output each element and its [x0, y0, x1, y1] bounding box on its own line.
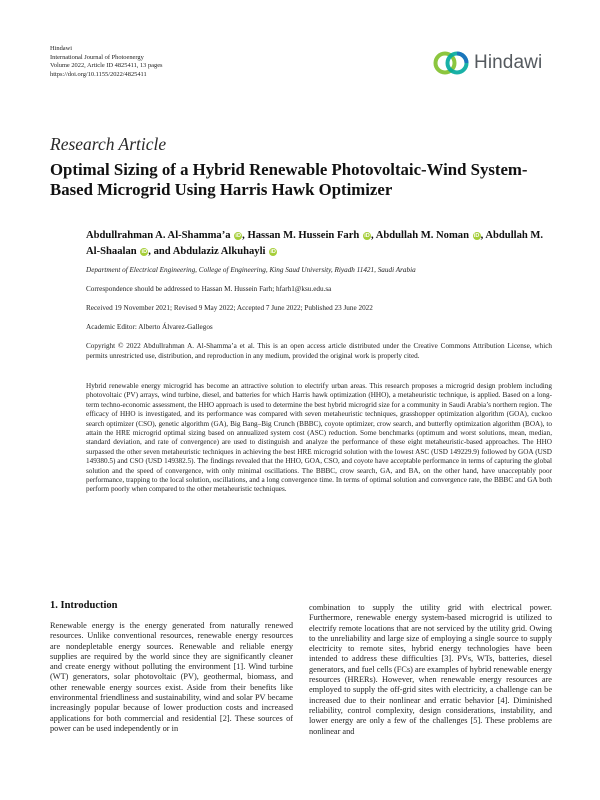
hindawi-logo-icon — [433, 46, 471, 80]
orcid-icon[interactable]: iD — [364, 233, 370, 239]
affiliation: Department of Electrical Engineering, College of Engineering, King Saud University, Riyadh 11421, Saudi Arabia — [86, 266, 416, 274]
author-separator: , — [242, 230, 248, 241]
publication-dates: Received 19 November 2021; Revised 9 May 2022; Accepted 7 June 2022; Published 23 June 2022 — [86, 304, 373, 312]
body-column-left: Renewable energy is the energy generated from naturally renewed resources. Unlike conventional resources, renewable energy resources are nondepletable energy sources. Renewable and reliable energy supplies are required by the world since they are significantly cleaner and create energy without polluting the environment [1]. Wind turbine (WT) generators, solar photovoltaic (PV), geothermal, biomass, and other renewable energy sources exist. Aside from their benefits like environmental friendliness and sustainability, wind and solar PV became increasingly popular because of lower production costs and increased applications for both commercial and residential [2]. These sources of power can be used independently or in — [50, 621, 293, 733]
correspondence: Correspondence should be addressed to Hassan M. Hussein Farh; hfarh1@ksu.edu.sa — [86, 285, 332, 293]
author-separator: , and — [148, 246, 173, 257]
journal-name: International Journal of Photoenergy — [50, 53, 144, 61]
orcid-icon[interactable]: iD — [270, 249, 276, 255]
section-heading-introduction: 1. Introduction — [50, 600, 118, 611]
academic-editor: Academic Editor: Alberto Álvarez-Gallegos — [86, 323, 213, 331]
publisher-name: Hindawi — [50, 45, 73, 52]
author-name[interactable]: Hassan M. Hussein Farh — [247, 230, 360, 241]
hindawi-logo — [433, 46, 553, 80]
article-type: Research Article — [50, 134, 167, 154]
orcid-icon[interactable]: iD — [235, 233, 241, 239]
doi-link[interactable]: https://doi.org/10.1155/2022/4825411 — [50, 70, 147, 78]
author-separator: , — [370, 230, 376, 241]
copyright-notice: Copyright © 2022 Abdullrahman A. Al-Shamma’a et al. This is an open access article distributed under the Creative Commons Attribution License, which permits unrestricted use, distribution, and reproduction in any medium, provided the original work is properly cited. — [86, 342, 552, 360]
abstract: Hybrid renewable energy microgrid has become an attractive solution to electrify urban areas. This research proposes a microgrid design problem including photovoltaic (PV) arrays, wind turbine, diesel, and batteries for which Harris hawk optimization (HHO), a metaheuristic technique, is applied. Based on a long-term techno-economic assessment, the HHO approach is used to determine the best hybrid microgrid size for a community in Saudi Arabia’s northern region. The efficacy of HHO is investigated, and its performance was compared with seven metaheuristic techniques, grasshopper optimization algorithm (GOA), cuckoo search optimizer (CSO), genetic algorithm (GA), Big Bang–Big Crunch (BBBC), coyote optimizer, crow search, and butterfly optimization algorithm (BOA), to attain the HRE microgrid optimal sizing based on annualized system cost (ASC) reduction. Some benchmarks (optimum and worst solutions, mean, median, standard deviation, and rate of convergence) are used to distinguish and analyze the performance of these eight metaheuristic-based approaches. The HHO surpassed the other seven metaheuristic techniques in achieving the best HRE microgrid solution with the lowest ASC (USD 149229.9) followed by GOA (USD 149380.5) and CSO (USD 149382.5). The findings revealed that the HHO, GOA, CSO, and coyote have acceptable performance in terms of capturing the global solution and the speed of convergence, with only minimal oscillations. The BBBC, crow search, GA, and BA, on the other hand, have unacceptably poor performance, trapping to the local solution, oscillations, and a long convergence time. In terms of optimal solution and convergence rate, the BBBC and GA both perform poorly when compared to the other metaheuristic techniques. — [86, 382, 552, 494]
author-name[interactable]: Abdullrahman A. Al-Shamma’a — [86, 230, 231, 241]
author-name[interactable]: Abdullah M. Noman — [375, 230, 469, 241]
journal-metadata — [50, 45, 163, 79]
hindawi-logo-text: Hindawi — [474, 52, 543, 73]
article-title: Optimal Sizing of a Hybrid Renewable Photovoltaic-Wind System-Based Microgrid Using Harris Hawk Optimizer — [50, 160, 528, 199]
volume-info: Volume 2022, Article ID 4825411, 13 pages — [50, 62, 163, 70]
author-name[interactable]: Abdulaziz Alkuhayli — [172, 246, 266, 257]
author-separator: , — [480, 230, 486, 241]
author-name[interactable]: Abdullah M. Al-Shaalan — [86, 230, 544, 257]
body-column-right: combination to supply the utility grid with electrical power. Furthermore, renewable energy system-based microgrid is utilized to electrify remote locations that are not serviced by the utility grid. Owing to the unreliability and large size of employing a single source to supply electricity to remote sites, hybrid energy technologies have been intended to address these difficulties [3]. PVs, WTs, batteries, diesel generators, and fuel cells (FCs) are examples of hybrid renewable energy resources (HRERs). However, when renewable energy resources are employed to supply the off-grid sites with electricity, a challenge can be increased due to their nonlinear and erratic behavior [4]. Diminished reliability, control complexity, design considerations, instability, and lower energy are only a few of the challenges [5]. These problems are nonlinear and — [309, 603, 552, 736]
orcid-icon[interactable]: iD — [473, 233, 480, 239]
author-list — [86, 228, 556, 260]
orcid-icon[interactable]: iD — [141, 249, 148, 255]
